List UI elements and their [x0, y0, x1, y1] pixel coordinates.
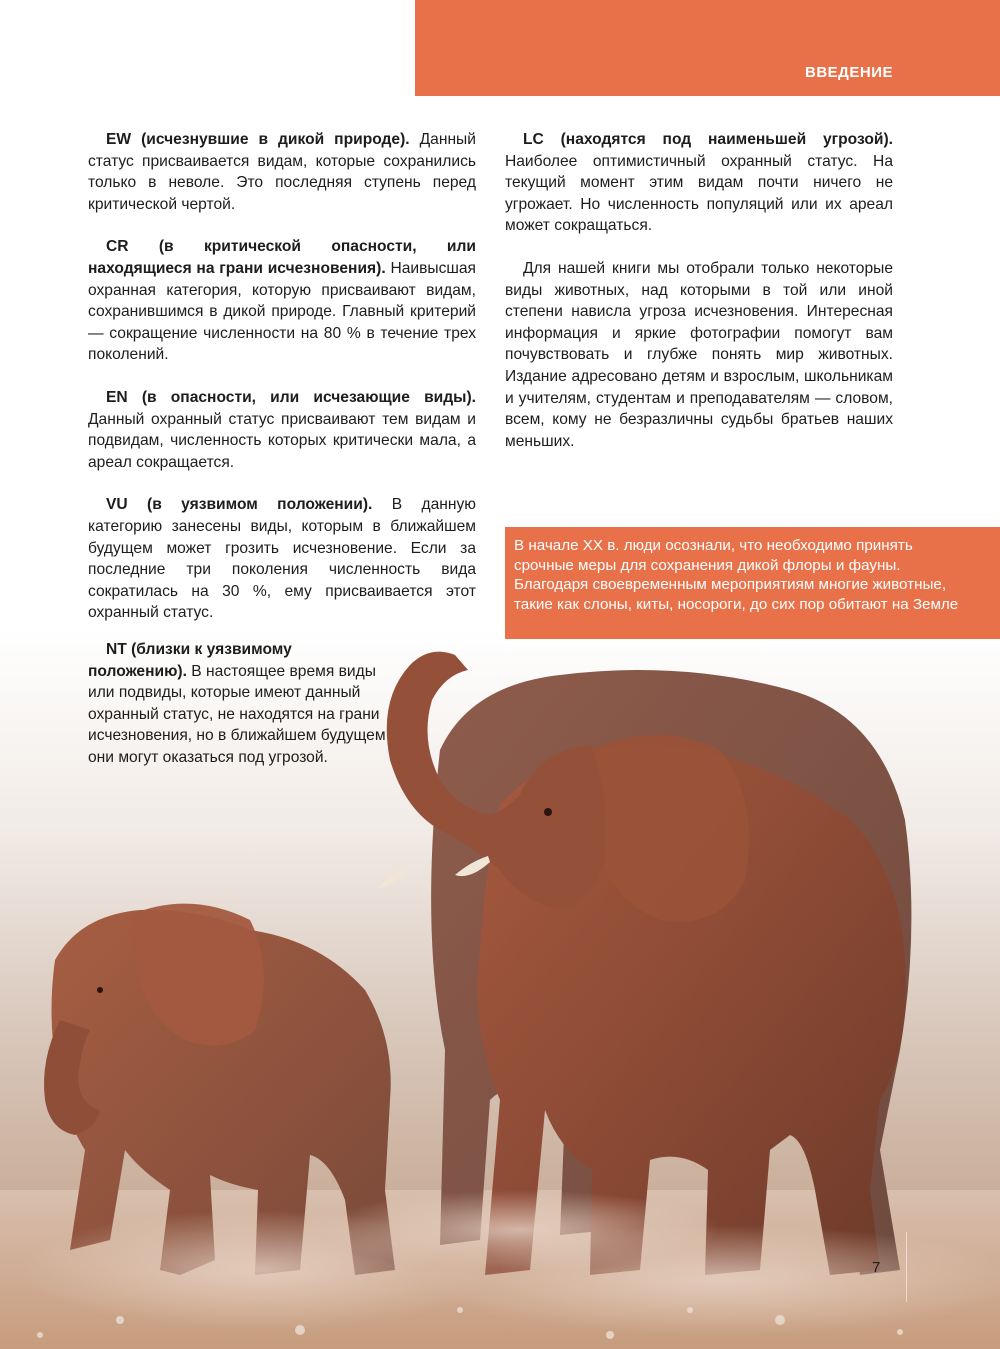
status-nt-paragraph [88, 639, 388, 769]
status-ew-paragraph [88, 129, 476, 215]
status-cr-term: CR (в критической опасности, или находящиеся на грани исчезновения). [88, 238, 476, 277]
right-column [505, 129, 893, 452]
status-lc-term: LC (находятся под наименьшей угрозой). [523, 131, 893, 148]
section-title: ВВЕДЕНИЕ [805, 64, 893, 81]
section-header-band [415, 0, 1000, 96]
status-cr-paragraph [88, 236, 476, 366]
status-ew-term: EW (исчезнувшие в дикой природе). [106, 131, 410, 148]
status-nt-term: NT (близки к уязвимому положению). [88, 641, 292, 680]
status-en-paragraph [88, 387, 476, 473]
status-vu-text: В данную категорию занесены виды, которым в ближайшем будущем может грозить исчезновение. Если за последние три поколения численность вида сократилась на 30 %, ему присваивается этот охранный статус. [88, 496, 476, 622]
photo-caption-text: В начале XX в. люди осознали, что необходимо принять срочные меры для сохранения дикой флоры и фауны. Благодаря своевременным мероприятиям многие животные, такие как слоны, киты, носороги, до сих пор обитают на Земле [514, 537, 959, 613]
status-ew-text: Данный статус присваивается видам, которые сохранились только в неволе. Это последняя ступень перед критической чертой. [88, 131, 476, 213]
status-vu-paragraph [88, 494, 476, 624]
status-en-term: EN (в опасности, или исчезающие виды). [106, 388, 476, 406]
status-lc-paragraph [505, 129, 893, 237]
intro-paragraph: Для нашей книги мы отобрали только некоторые виды животных, над которыми в той или иной степени нависла угроза исчезновения. Интересная информация и яркие фотографии помогут вам почувствовать и глубже понять мир животных. Издание адресовано детям и взрослым, школьникам и учителям, студентам и преподавателям — словом, всем, кому не безразличны судьбы братьев наших меньших. [505, 259, 893, 450]
photo-caption-box [505, 527, 1000, 639]
status-nt-text: В настоящее время виды или подвиды, которые имеют данный охранный статус, не находятся на грани исчезновения, но в ближайшем будущем они могут оказаться под угрозой. [88, 662, 386, 766]
status-cr-text: Наивысшая охранная категория, которую присваивают видам, сохранившимся в дикой природе. Главный критерий — сокращение численности на 80 % в течение трех поколений. [88, 259, 476, 364]
status-vu-term: VU (в уязвимом положении). [106, 496, 373, 514]
status-lc-text: Наиболее оптимистичный охранный статус. На текущий момент этим видам почти ничего не угрожает. Но численность популяций или их ареал может сокращаться. [505, 152, 893, 235]
page-number: 7 [872, 1259, 881, 1276]
page-number-rule [906, 1232, 907, 1302]
status-en-text: Данный охранный статус присваивают тем видам и подвидам, численность которых критически мала, а ареал сокращается. [88, 410, 476, 471]
left-column [88, 129, 476, 624]
